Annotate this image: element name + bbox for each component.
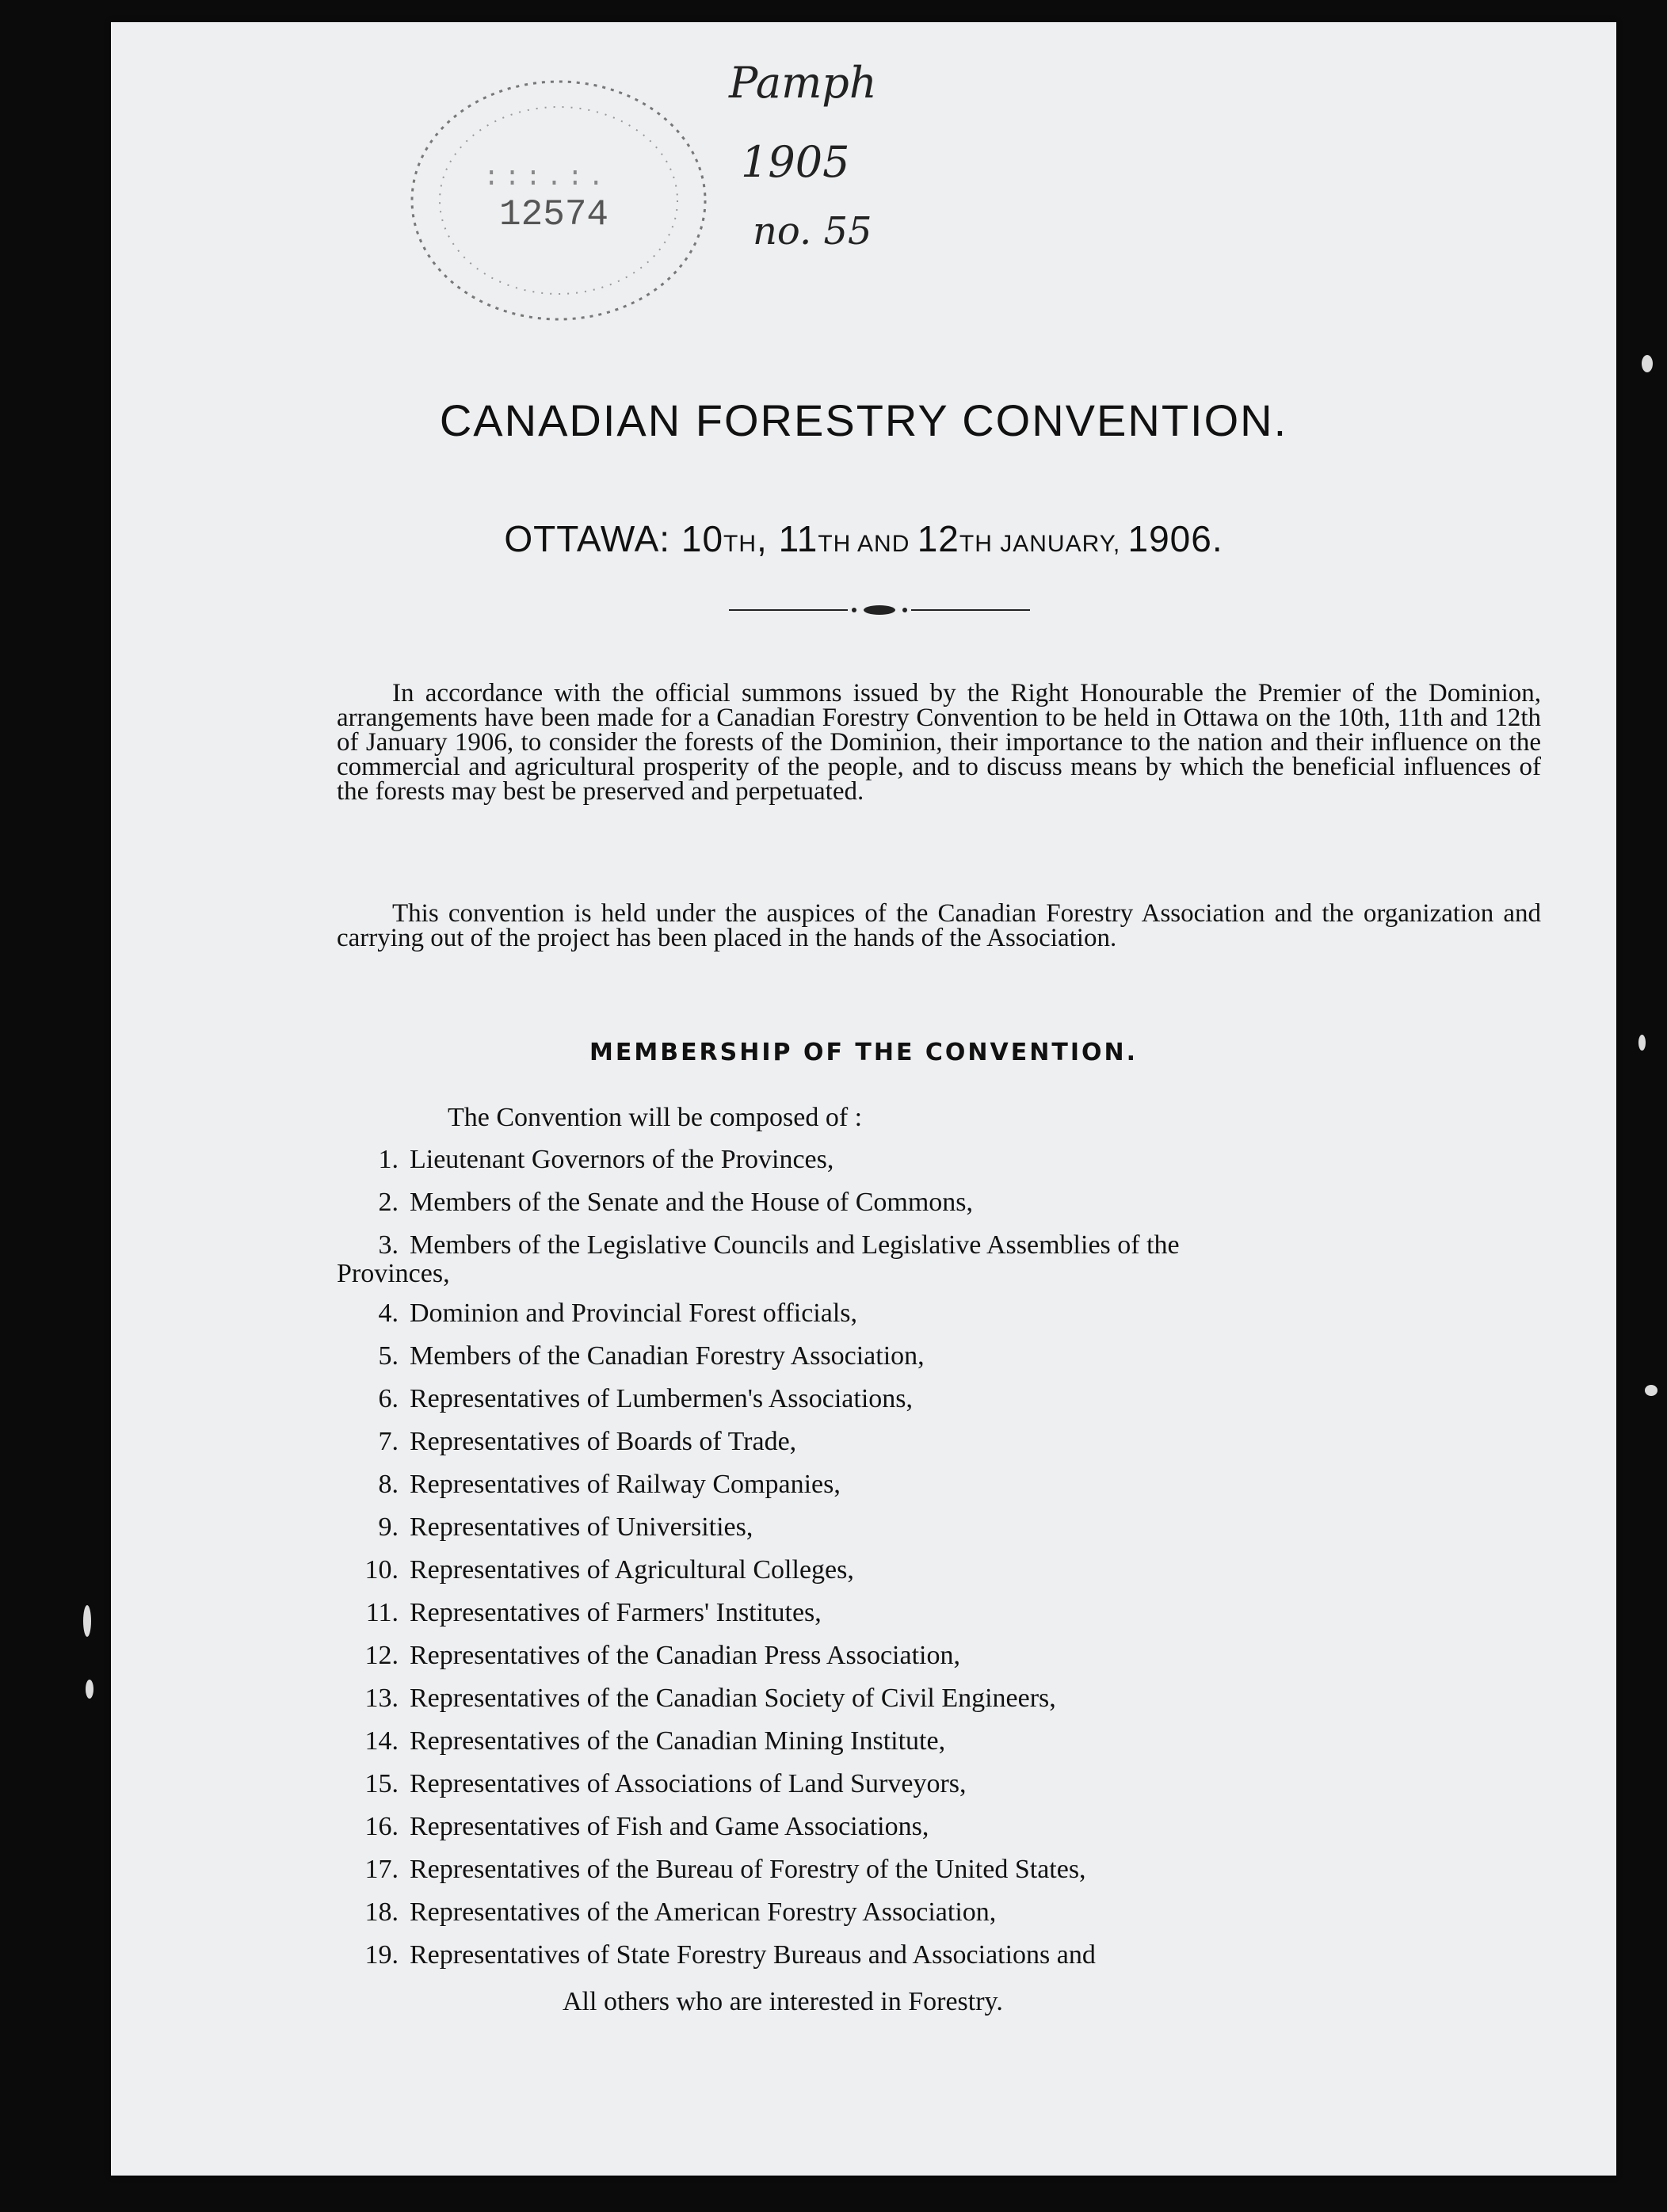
list-item: 7. Representatives of Boards of Trade,	[378, 1427, 797, 1456]
list-item: 17. Representatives of the Bureau of Forestry of the United States,	[364, 1855, 1086, 1884]
document-page	[111, 22, 1616, 2176]
list-item: 11. Representatives of Farmers' Institutes,	[365, 1598, 822, 1627]
handwritten-shelf-note	[622, 42, 891, 280]
list-item: 10. Representatives of Agricultural Colleges,	[364, 1555, 854, 1585]
list-item: 5. Members of the Canadian Forestry Association,	[378, 1341, 925, 1371]
membership-intro: The Convention will be composed of :	[448, 1103, 863, 1132]
scan-speck	[83, 1605, 91, 1637]
convention-dates: OTTAWA: 10TH, 11TH AND 12TH JANUARY, 1906.	[504, 518, 1223, 559]
paragraph-summons: In accordance with the official summons issued by the Right Honourable the Premier of the Dominion, arrangements have been made for a Canadian Forestry Convention to be held in Ottawa on the 10th, 11th and 12th of January 1906, to consider the forests of the Dominion, their importance to the nation and their influence on the commercial and agricultural prosperity of the people, and to discuss means by which the beneficial influences of the forests may best be preserved and perpetuated.	[337, 679, 1541, 806]
list-item: 4. Dominion and Provincial Forest officials,	[378, 1299, 858, 1328]
scan-speck	[86, 1680, 93, 1699]
membership-list	[337, 1146, 1541, 1984]
list-item: 15. Representatives of Associations of Land Surveyors,	[364, 1769, 967, 1798]
svg-text:Pamph: Pamph	[729, 58, 877, 108]
list-item: 8. Representatives of Railway Companies,	[378, 1470, 841, 1499]
list-item: 1. Lieutenant Governors of the Provinces,	[378, 1145, 834, 1174]
closing-line: All others who are interested in Forestry.	[563, 1987, 1003, 2016]
document-title: CANADIAN FORESTRY CONVENTION.	[439, 395, 1288, 445]
svg-text:no. 55: no. 55	[753, 209, 872, 254]
list-item: 19. Representatives of State Forestry Bureaus and Associations and	[364, 1940, 1096, 1970]
ornamental-divider	[729, 602, 1030, 618]
scan-speck	[1645, 1385, 1657, 1396]
list-item: 6. Representatives of Lumbermen's Associations,	[378, 1384, 913, 1413]
list-item: 18. Representatives of the American Forestry Association,	[364, 1897, 997, 1927]
list-item: 3. Members of the Legislative Councils and Legislative Assemblies of the Provinces,	[337, 1230, 1180, 1288]
list-item: 2. Members of the Senate and the House of Commons,	[378, 1188, 974, 1217]
svg-text:12574: 12574	[499, 194, 609, 235]
paragraph-auspices: This convention is held under the auspices of the Canadian Forestry Association and the organization and carrying out of the project has been placed in the hands of the Association.	[337, 899, 1541, 952]
list-item: 16. Representatives of Fish and Game Associations,	[364, 1812, 929, 1841]
scan-speck	[1638, 1035, 1646, 1051]
list-item: 13. Representatives of the Canadian Society of Civil Engineers,	[364, 1684, 1056, 1713]
list-item: 14. Representatives of the Canadian Mining Institute,	[364, 1726, 946, 1756]
list-item: 9. Representatives of Universities,	[378, 1512, 753, 1542]
svg-text:1905: 1905	[741, 137, 850, 187]
list-item: 12. Representatives of the Canadian Press Association,	[364, 1641, 960, 1670]
svg-text::::.:.: :::.:.	[483, 163, 609, 193]
scan-speck	[1642, 355, 1653, 372]
section-heading-membership: MEMBERSHIP OF THE CONVENTION.	[589, 1039, 1138, 1066]
